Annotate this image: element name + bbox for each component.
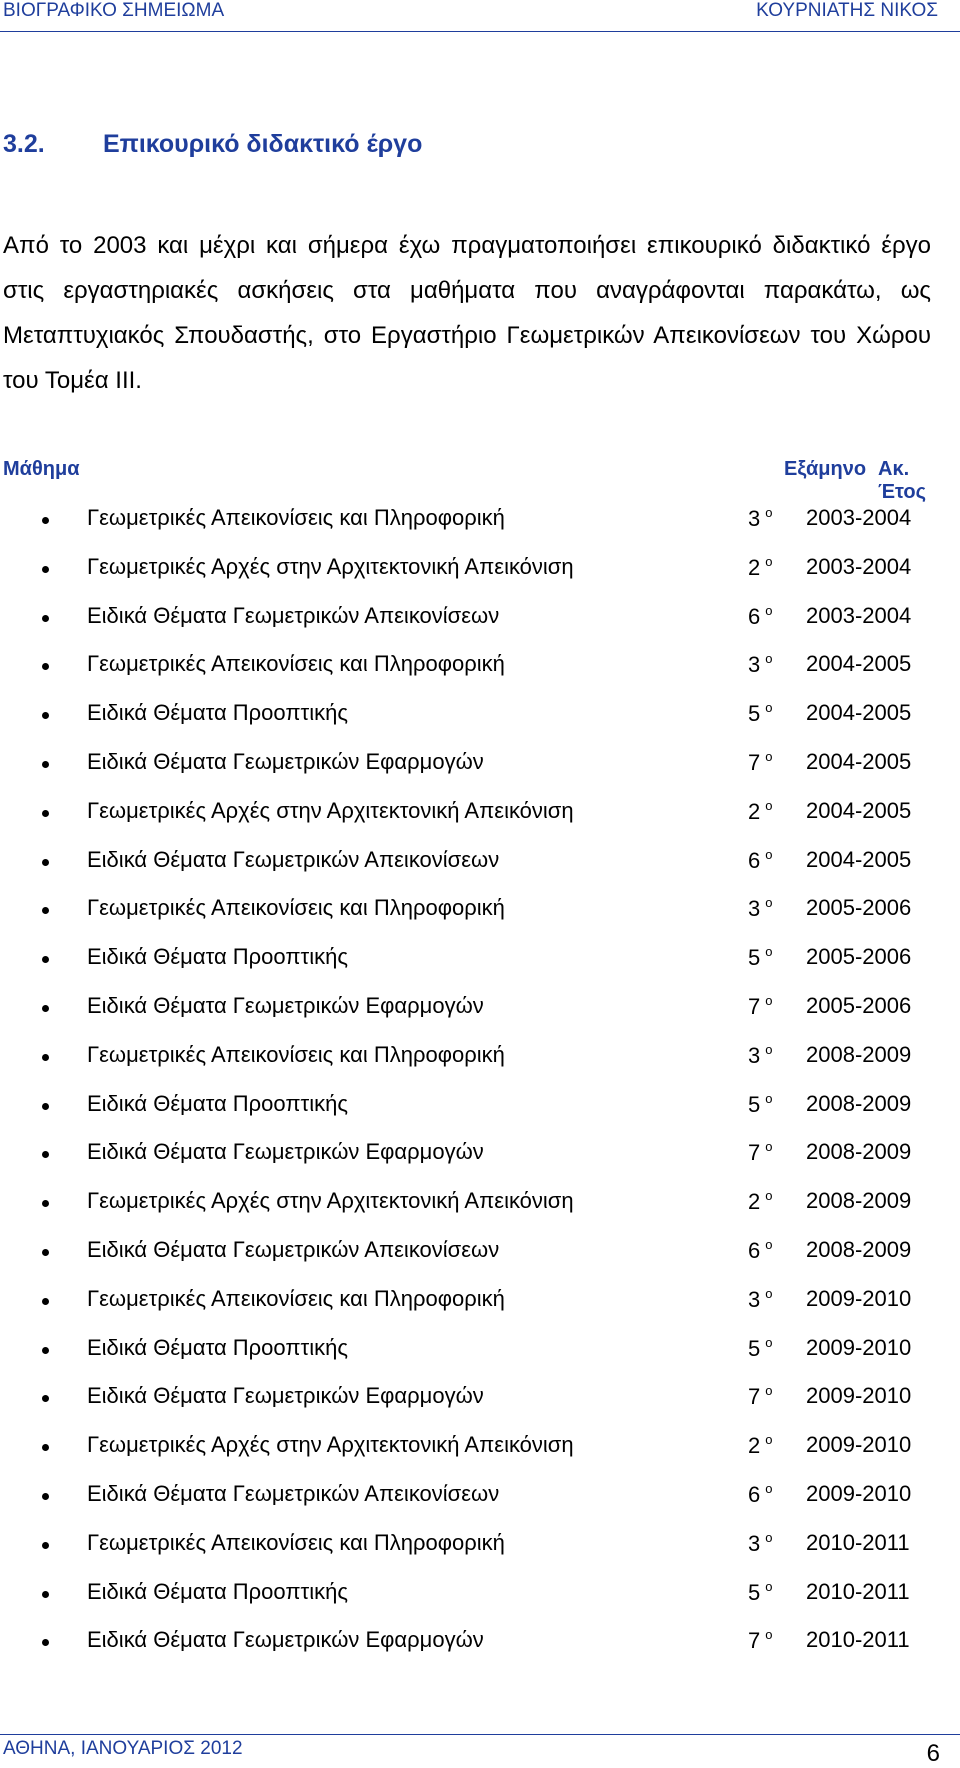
bullet-icon bbox=[42, 1005, 49, 1012]
list-item bbox=[0, 847, 960, 896]
bullet-icon bbox=[42, 566, 49, 573]
course-name: Ειδικά Θέματα Προοπτικής bbox=[87, 1334, 348, 1360]
list-item bbox=[0, 1286, 960, 1335]
bullet-icon bbox=[42, 810, 49, 817]
semester-number: 3 bbox=[748, 1530, 761, 1556]
academic-year: 2008-2009 bbox=[806, 1139, 912, 1165]
list-item bbox=[0, 1481, 960, 1530]
semester-ordinal: ο bbox=[765, 505, 773, 520]
bullet-icon bbox=[42, 1591, 49, 1598]
course-semester bbox=[748, 1286, 772, 1313]
course-name: Ειδικά Θέματα Γεωμετρικών Εφαρμογών bbox=[87, 1139, 484, 1165]
academic-year: 2010-2011 bbox=[806, 1627, 910, 1653]
bullet-icon bbox=[42, 517, 49, 524]
list-item bbox=[0, 1139, 960, 1188]
academic-year: 2005-2006 bbox=[806, 992, 912, 1018]
list-item bbox=[0, 1627, 960, 1676]
course-semester bbox=[748, 1335, 772, 1362]
course-semester bbox=[748, 1481, 772, 1508]
bullet-icon bbox=[42, 1639, 49, 1646]
course-semester bbox=[748, 1091, 772, 1118]
semester-ordinal: ο bbox=[765, 1480, 773, 1496]
course-name: Γεωμετρικές Αρχές στην Αρχιτεκτονική Απεικόνιση bbox=[87, 553, 574, 579]
semester-number: 6 bbox=[748, 1237, 761, 1263]
course-name: Γεωμετρικές Απεικονίσεις και Πληροφορική bbox=[87, 1041, 505, 1067]
bullet-icon bbox=[42, 907, 49, 914]
semester-ordinal: ο bbox=[765, 1529, 773, 1545]
course-name: Γεωμετρικές Απεικονίσεις και Πληροφορική bbox=[87, 505, 505, 530]
semester-number: 3 bbox=[748, 896, 761, 922]
semester-ordinal: ο bbox=[765, 1188, 773, 1204]
semester-number: 7 bbox=[748, 993, 761, 1019]
academic-year: 2010-2011 bbox=[806, 1529, 910, 1555]
course-semester bbox=[748, 749, 772, 776]
bullet-icon bbox=[42, 859, 49, 866]
bullet-icon bbox=[42, 1347, 49, 1354]
course-list bbox=[0, 505, 960, 1676]
header-left-title: ΒΙΟΓΡΑΦΙΚΟ ΣΗΜΕΙΩΜΑ bbox=[3, 0, 225, 21]
list-item bbox=[0, 749, 960, 798]
academic-year: 2009-2010 bbox=[806, 1285, 912, 1311]
course-semester bbox=[748, 1139, 772, 1166]
semester-ordinal: ο bbox=[765, 895, 773, 911]
bullet-icon bbox=[42, 1249, 49, 1256]
intro-text: Από το 2003 και μέχρι και σήμερα έχω πραγματοποιήσει επικουρικό διδακτικό έργο στις εργαστηριακές ασκήσεις στα μαθήματα που αναγράφονται παρακάτω, ως Μεταπτυχιακός Σπουδαστής, στο Εργαστήριο Γεωμετρικών Απεικονίσεων του Χώρου του Τομέα ΙΙΙ. bbox=[3, 232, 931, 394]
semester-ordinal: ο bbox=[765, 797, 773, 813]
semester-number: 5 bbox=[748, 1579, 761, 1605]
semester-ordinal: ο bbox=[765, 1627, 773, 1643]
course-name: Ειδικά Θέματα Γεωμετρικών Απεικονίσεων bbox=[87, 1480, 500, 1506]
course-name: Γεωμετρικές Αρχές στην Αρχιτεκτονική Απεικόνιση bbox=[87, 1188, 574, 1214]
list-item bbox=[0, 651, 960, 700]
course-semester bbox=[748, 847, 772, 874]
course-semester bbox=[748, 505, 772, 532]
academic-year: 2004-2005 bbox=[806, 846, 912, 872]
list-item bbox=[0, 798, 960, 847]
course-semester bbox=[748, 1188, 772, 1215]
course-semester bbox=[748, 1042, 772, 1069]
course-name: Ειδικά Θέματα Γεωμετρικών Εφαρμογών bbox=[87, 1627, 484, 1653]
academic-year: 2003-2004 bbox=[806, 602, 912, 628]
course-name: Γεωμετρικές Αρχές στην Αρχιτεκτονική Απεικόνιση bbox=[87, 797, 574, 823]
academic-year: 2004-2005 bbox=[806, 748, 912, 774]
bullet-icon bbox=[42, 1542, 49, 1549]
list-item bbox=[0, 1042, 960, 1091]
column-year-header: Ακ. Έτος bbox=[878, 458, 927, 503]
footer-place-date: ΑΘΗΝΑ, ΙΑΝΟΥΑΡΙΟΣ 2012 bbox=[3, 1738, 243, 1759]
semester-number: 2 bbox=[748, 1433, 761, 1459]
list-item bbox=[0, 1383, 960, 1432]
semester-ordinal: ο bbox=[765, 1334, 773, 1350]
semester-number: 7 bbox=[748, 1384, 761, 1410]
semester-ordinal: ο bbox=[765, 700, 773, 716]
semester-ordinal: ο bbox=[765, 1285, 773, 1301]
page-header bbox=[0, 0, 960, 30]
academic-year: 2010-2011 bbox=[806, 1578, 910, 1604]
list-item bbox=[0, 1335, 960, 1384]
list-item bbox=[0, 603, 960, 652]
bullet-icon bbox=[42, 1200, 49, 1207]
semester-number: 6 bbox=[748, 847, 761, 873]
course-name: Ειδικά Θέματα Γεωμετρικών Εφαρμογών bbox=[87, 1383, 484, 1409]
semester-number: 3 bbox=[748, 1286, 761, 1312]
course-name: Ειδικά Θέματα Γεωμετρικών Απεικονίσεων bbox=[87, 602, 500, 628]
semester-number: 2 bbox=[748, 798, 761, 824]
semester-number: 2 bbox=[748, 554, 761, 580]
semester-number: 3 bbox=[748, 506, 761, 531]
course-name: Ειδικά Θέματα Προοπτικής bbox=[87, 944, 348, 970]
semester-ordinal: ο bbox=[765, 846, 773, 862]
academic-year: 2008-2009 bbox=[806, 1090, 912, 1116]
semester-number: 5 bbox=[748, 701, 761, 727]
bullet-icon bbox=[42, 1444, 49, 1451]
list-item bbox=[0, 1091, 960, 1140]
semester-ordinal: ο bbox=[765, 944, 773, 960]
course-semester bbox=[748, 944, 772, 971]
course-semester bbox=[748, 895, 772, 922]
list-item bbox=[0, 895, 960, 944]
semester-number: 7 bbox=[748, 749, 761, 775]
course-semester bbox=[748, 993, 772, 1020]
academic-year: 2009-2010 bbox=[806, 1383, 912, 1409]
section-title: Επικουρικό διδακτικό έργο bbox=[103, 130, 423, 158]
course-name: Ειδικά Θέματα Προοπτικής bbox=[87, 1090, 348, 1116]
semester-ordinal: ο bbox=[765, 1041, 773, 1057]
column-semester-header: Εξάμηνο bbox=[784, 458, 867, 480]
course-name: Ειδικά Θέματα Προοπτικής bbox=[87, 1578, 348, 1604]
section-number: 3.2. bbox=[3, 130, 45, 158]
academic-year: 2008-2009 bbox=[806, 1041, 912, 1067]
course-name: Γεωμετρικές Απεικονίσεις και Πληροφορική bbox=[87, 1285, 505, 1311]
semester-ordinal: ο bbox=[765, 1578, 773, 1594]
page-number: 6 bbox=[926, 1740, 940, 1767]
semester-number: 3 bbox=[748, 652, 761, 678]
list-item bbox=[0, 993, 960, 1042]
bullet-icon bbox=[42, 615, 49, 622]
course-name: Ειδικά Θέματα Προοπτικής bbox=[87, 700, 348, 726]
course-name: Γεωμετρικές Απεικονίσεις και Πληροφορική bbox=[87, 651, 505, 677]
semester-ordinal: ο bbox=[765, 1432, 773, 1448]
semester-ordinal: ο bbox=[765, 1383, 773, 1399]
semester-ordinal: ο bbox=[765, 651, 773, 667]
semester-number: 7 bbox=[748, 1628, 761, 1654]
semester-ordinal: ο bbox=[765, 748, 773, 764]
bullet-icon bbox=[42, 1151, 49, 1158]
semester-number: 5 bbox=[748, 1091, 761, 1117]
academic-year: 2008-2009 bbox=[806, 1236, 912, 1262]
academic-year: 2009-2010 bbox=[806, 1334, 912, 1360]
header-author-name: ΚΟΥΡΝΙΑΤΗΣ ΝΙΚΟΣ bbox=[756, 0, 938, 21]
course-name: Ειδικά Θέματα Γεωμετρικών Απεικονίσεων bbox=[87, 846, 500, 872]
academic-year: 2004-2005 bbox=[806, 651, 912, 677]
course-semester bbox=[748, 1579, 772, 1606]
course-name: Γεωμετρικές Απεικονίσεις και Πληροφορική bbox=[87, 895, 505, 921]
list-item bbox=[0, 1530, 960, 1579]
course-name: Ειδικά Θέματα Γεωμετρικών Απεικονίσεων bbox=[87, 1236, 500, 1262]
semester-ordinal: ο bbox=[765, 602, 773, 618]
academic-year: 2003-2004 bbox=[806, 505, 912, 530]
header-rule bbox=[0, 31, 960, 32]
list-item bbox=[0, 1237, 960, 1286]
course-semester bbox=[748, 1237, 772, 1264]
semester-ordinal: ο bbox=[765, 1139, 773, 1155]
course-semester bbox=[748, 1383, 772, 1410]
academic-year: 2003-2004 bbox=[806, 553, 912, 579]
bullet-icon bbox=[42, 956, 49, 963]
semester-ordinal: ο bbox=[765, 1236, 773, 1252]
semester-number: 3 bbox=[748, 1042, 761, 1068]
course-semester bbox=[748, 651, 772, 678]
table-header bbox=[0, 458, 960, 503]
semester-number: 5 bbox=[748, 945, 761, 971]
semester-number: 2 bbox=[748, 1189, 761, 1215]
semester-number: 6 bbox=[748, 1481, 761, 1507]
list-item bbox=[0, 1432, 960, 1481]
course-semester bbox=[748, 554, 772, 581]
list-item bbox=[0, 1188, 960, 1237]
course-semester bbox=[748, 603, 772, 630]
academic-year: 2009-2010 bbox=[806, 1480, 912, 1506]
footer-rule bbox=[0, 1734, 960, 1735]
bullet-icon bbox=[42, 1298, 49, 1305]
semester-ordinal: ο bbox=[765, 1090, 773, 1106]
list-item bbox=[0, 554, 960, 603]
academic-year: 2004-2005 bbox=[806, 700, 912, 726]
academic-year: 2008-2009 bbox=[806, 1188, 912, 1214]
course-name: Ειδικά Θέματα Γεωμετρικών Εφαρμογών bbox=[87, 748, 484, 774]
bullet-icon bbox=[42, 761, 49, 768]
academic-year: 2005-2006 bbox=[806, 944, 912, 970]
course-semester bbox=[748, 700, 772, 727]
list-item bbox=[0, 944, 960, 993]
bullet-icon bbox=[42, 1493, 49, 1500]
academic-year: 2004-2005 bbox=[806, 797, 912, 823]
column-course-header: Μάθημα bbox=[3, 458, 80, 480]
semester-ordinal: ο bbox=[765, 553, 773, 569]
semester-ordinal: ο bbox=[765, 992, 773, 1008]
bullet-icon bbox=[42, 663, 49, 670]
course-semester bbox=[748, 1432, 772, 1459]
academic-year: 2009-2010 bbox=[806, 1432, 912, 1458]
list-item bbox=[0, 1579, 960, 1628]
section-heading bbox=[3, 130, 422, 159]
course-semester bbox=[748, 1627, 772, 1654]
bullet-icon bbox=[42, 1395, 49, 1402]
course-name: Γεωμετρικές Αρχές στην Αρχιτεκτονική Απεικόνιση bbox=[87, 1432, 574, 1458]
bullet-icon bbox=[42, 1054, 49, 1061]
bullet-icon bbox=[42, 712, 49, 719]
academic-year: 2005-2006 bbox=[806, 895, 912, 921]
course-semester bbox=[748, 798, 772, 825]
list-item bbox=[0, 700, 960, 749]
semester-number: 7 bbox=[748, 1140, 761, 1166]
course-name: Γεωμετρικές Απεικονίσεις και Πληροφορική bbox=[87, 1529, 505, 1555]
list-item bbox=[0, 505, 960, 554]
semester-number: 6 bbox=[748, 603, 761, 629]
course-name: Ειδικά Θέματα Γεωμετρικών Εφαρμογών bbox=[87, 992, 484, 1018]
intro-paragraph bbox=[3, 223, 931, 403]
course-semester bbox=[748, 1530, 772, 1557]
semester-number: 5 bbox=[748, 1335, 761, 1361]
bullet-icon bbox=[42, 1103, 49, 1110]
